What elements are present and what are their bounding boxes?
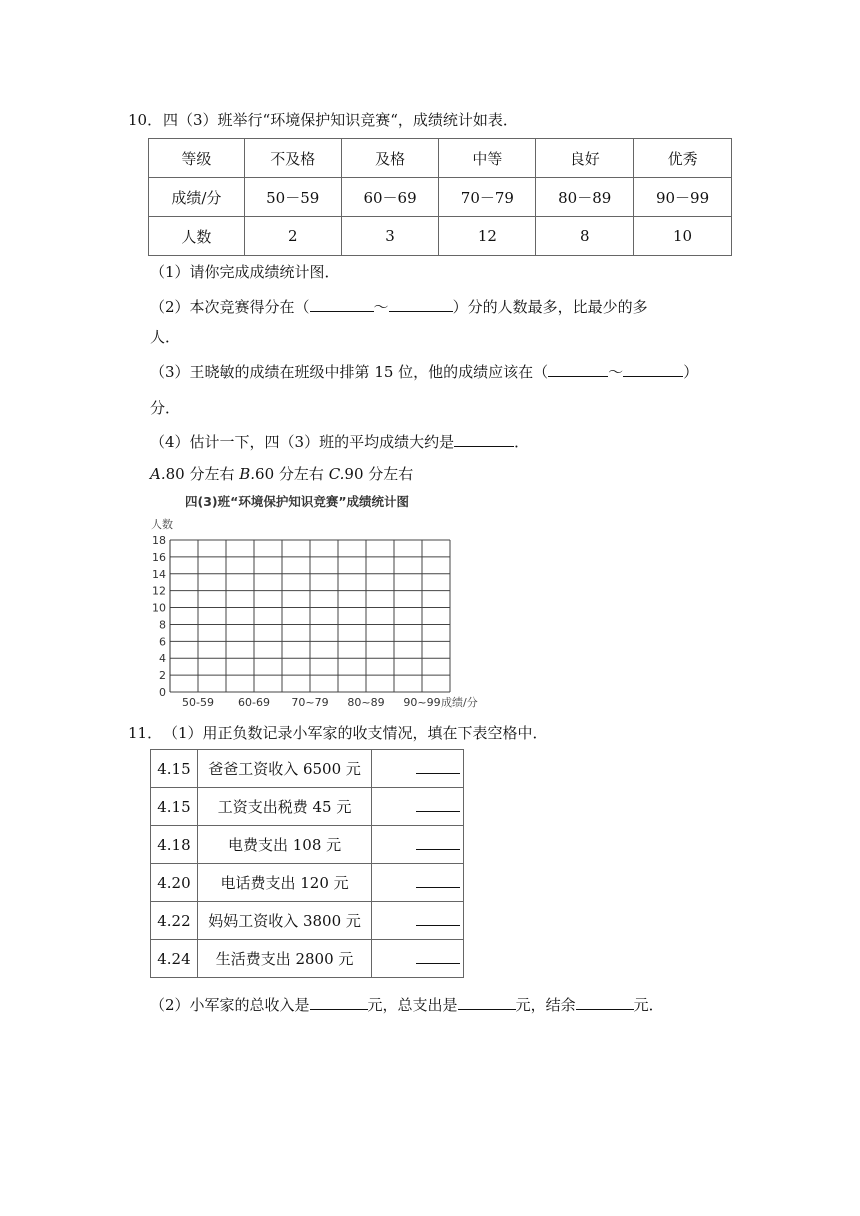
answer-cell[interactable] [372,902,464,940]
answer-blank[interactable] [416,873,460,888]
y-tick-label: 12 [152,584,166,598]
y-tick-label: 6 [159,635,166,649]
score-chart [145,488,495,713]
x-tick-label: 50-59 [182,696,214,709]
table-cell: 4.20 [151,864,198,902]
question-10-part-4 [150,432,529,452]
part-2-text-d: 元． [633,996,664,1014]
x-tick-label: 70~79 [291,696,329,709]
table-cell: 70－79 [439,178,536,217]
part-2-text-b: ）分的人数最多，比最少的多 [452,298,648,316]
table-cell: 人数 [149,217,245,256]
answer-blank[interactable] [416,911,460,926]
table-cell: 电费支出 108 元 [197,826,371,864]
table-cell: 生活费支出 2800 元 [197,940,371,978]
table-cell: 60－69 [341,178,439,217]
y-tick-label: 2 [159,669,166,683]
question-10-part-1: （1）请你完成成绩统计图． [150,263,340,281]
table-cell: 10 [634,217,732,256]
question-10-part-3 [150,362,698,382]
table-cell: 2 [244,217,341,256]
table-cell: 12 [439,217,536,256]
table-cell: 良好 [536,139,634,178]
answer-cell[interactable] [372,826,464,864]
chart-y-ticks [152,534,166,699]
answer-blank[interactable] [310,297,374,312]
table-cell: 工资支出税费 45 元 [197,788,371,826]
option-c-letter: C. [328,465,345,483]
answer-blank[interactable] [548,362,608,377]
table-cell: 电话费支出 120 元 [197,864,371,902]
table-cell: 4.15 [151,750,198,788]
table-row [151,826,464,864]
x-tick-label: 90~99 [403,696,441,709]
table-row [151,902,464,940]
option-c-text: 90 分左右 [344,465,414,483]
question-10-part-2-cont: 人． [150,328,181,346]
answer-blank[interactable] [458,995,516,1010]
chart-x-ticks [182,696,441,709]
question-10-part-2 [150,297,648,317]
part-3-text-b: ） [683,363,699,381]
answer-cell[interactable] [372,788,464,826]
option-a-text: 80 分左右 [165,465,235,483]
answer-cell[interactable] [372,864,464,902]
table-cell: 优秀 [634,139,732,178]
part-3-text-a: （3）王晓敏的成绩在班级中排第 15 位，他的成绩应该在（ [150,363,549,381]
part-4-text-b: ． [514,433,530,451]
y-tick-label: 8 [159,618,166,632]
x-tick-label: 80~89 [347,696,385,709]
chart-y-label: 人数 [151,518,173,531]
answer-cell[interactable] [372,940,464,978]
table-row [149,217,732,256]
y-tick-label: 10 [152,601,166,615]
grades-table [148,138,732,256]
y-tick-label: 4 [159,652,166,666]
table-cell: 3 [341,217,439,256]
question-11-number: 11． [128,724,163,742]
answer-blank[interactable] [416,835,460,850]
table-row [151,940,464,978]
y-tick-label: 18 [152,534,166,547]
table-cell: 中等 [439,139,536,178]
part-2-text-b: 元，总支出是 [367,996,458,1014]
part-2-text-a: （2）小军家的总收入是 [150,996,310,1014]
table-row [151,864,464,902]
option-b-letter: B. [239,465,256,483]
table-row [151,788,464,826]
option-b-text: 60 分左右 [255,465,324,483]
tilde: ～ [608,363,624,381]
table-cell: 4.24 [151,940,198,978]
answer-blank[interactable] [389,297,453,312]
table-cell: 80－89 [536,178,634,217]
chart-title: 四(3)班“环境保护知识竞赛”成绩统计图 [185,494,410,509]
table-cell: 90－99 [634,178,732,217]
table-cell: 成绩/分 [149,178,245,217]
part-2-text-a: （2）本次竞赛得分在（ [150,298,310,316]
question-11-part-2 [150,995,664,1015]
table-row [149,139,732,178]
chart-grid [170,540,450,692]
table-cell: 妈妈工资收入 3800 元 [197,902,371,940]
chart-x-label: 成绩/分 [441,696,478,709]
question-10-intro: 四（3）班举行“环境保护知识竞赛“，成绩统计如表． [163,111,518,129]
part-2-text-c: 元，结余 [515,996,576,1014]
table-cell: 爸爸工资收入 6500 元 [197,750,371,788]
table-cell: 4.15 [151,788,198,826]
answer-blank[interactable] [454,432,514,447]
question-10-part-3-cont: 分． [150,399,181,417]
table-cell: 等级 [149,139,245,178]
answer-cell[interactable] [372,750,464,788]
table-row [151,750,464,788]
answer-options [150,464,413,484]
y-tick-label: 14 [152,567,166,581]
table-cell: 及格 [341,139,439,178]
answer-blank[interactable] [416,759,460,774]
part-4-text-a: （4）估计一下，四（3）班的平均成绩大约是 [150,433,455,451]
answer-blank[interactable] [416,797,460,812]
question-10-number: 10． [128,111,163,129]
option-a-letter: A. [150,465,166,483]
answer-blank[interactable] [310,995,368,1010]
answer-blank[interactable] [623,362,683,377]
question-11-intro: （1）用正负数记录小军家的收支情况，填在下表空格中． [163,724,548,742]
table-cell: 4.18 [151,826,198,864]
table-cell: 8 [536,217,634,256]
answer-blank[interactable] [416,949,460,964]
table-row [149,178,732,217]
table-cell: 4.22 [151,902,198,940]
income-expense-table [150,749,464,978]
y-tick-label: 16 [152,550,166,564]
y-tick-label: 0 [159,686,166,699]
tilde: ～ [373,298,389,316]
table-cell: 50－59 [244,178,341,217]
table-cell: 不及格 [244,139,341,178]
x-tick-label: 60-69 [238,696,270,709]
answer-blank[interactable] [576,995,634,1010]
